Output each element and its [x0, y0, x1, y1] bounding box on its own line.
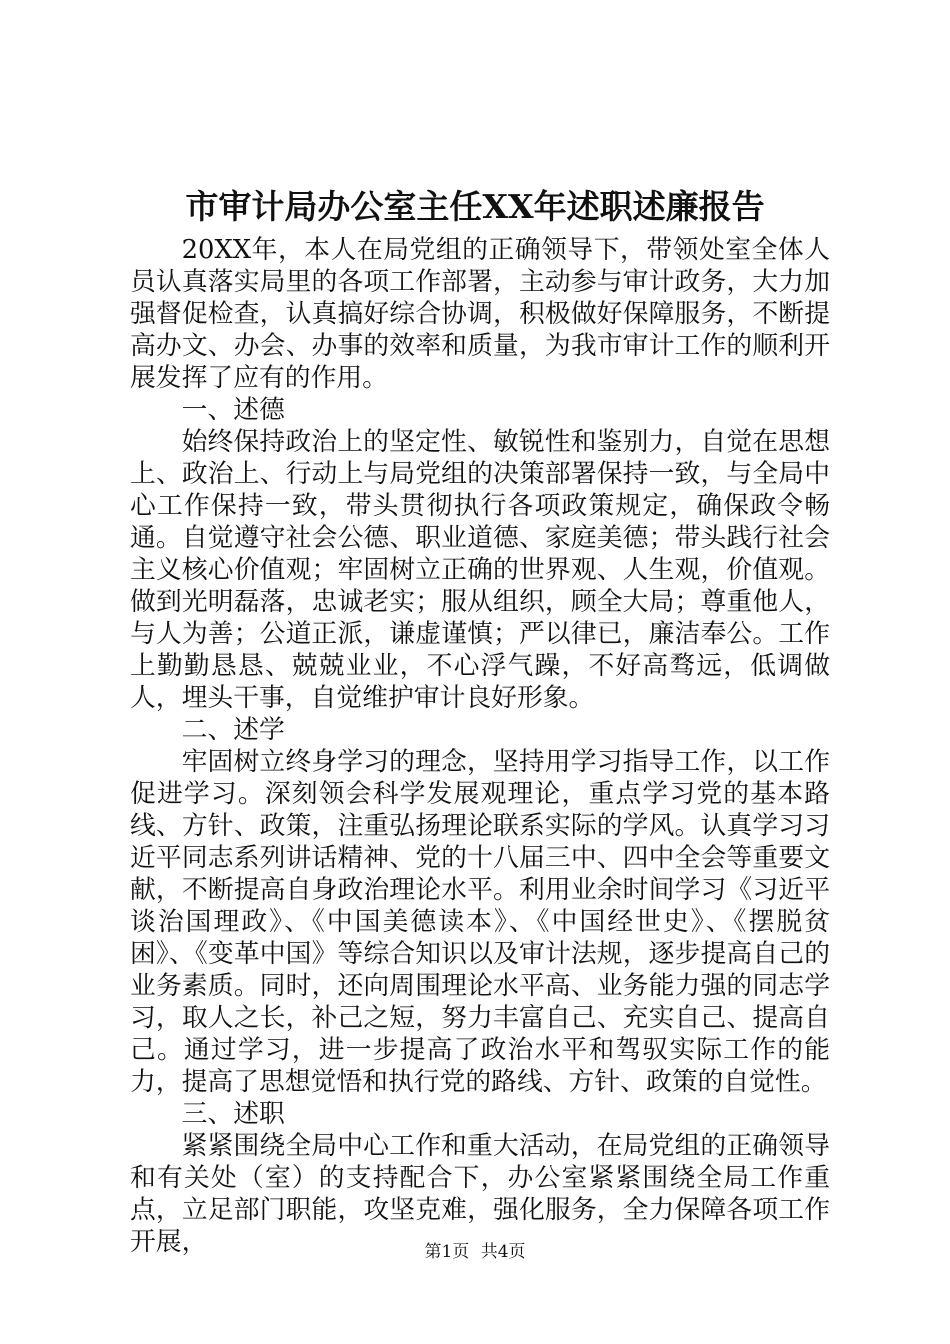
page-total: 共4页 [480, 1242, 526, 1262]
intro-paragraph: 20XX年，本人在局党组的正确领导下，带领处室全体人员认真落实局里的各项工作部署，主动参与审计政务，大力加强督促检查，认真搞好综合协调，积极做好保障服务，不断提高办文、办会、办事的效率和质量，为我市审计工作的顺利开展发挥了应有的作用。 [130, 235, 830, 393]
morality-paragraph: 始终保持政治上的坚定性、敏锐性和鉴别力，自觉在思想上、政治上、行动上与局党组的决策部署保持一致，与全局中心工作保持一致，带头贯彻执行各项政策规定，确保政令畅通。自觉遵守社会公德、职业道德、家庭美德；带头践行社会主义核心价值观；牢固树立正确的世界观、人生观，价值观。做到光明磊落，忠诚老实；服从组织，顾全大局；尊重他人，与人为善；公道正派，谦虚谨慎；严以律已，廉洁奉公。工作上勤勤恳恳、兢兢业业，不心浮气躁，不好高骛远，低调做人，埋头干事，自觉维护审计良好形象。 [130, 427, 830, 713]
study-paragraph: 牢固树立终身学习的理念，坚持用学习指导工作，以工作促进学习。深刻领会科学发展观理论，重点学习党的基本路线、方针、政策，注重弘扬理论联系实际的学风。认真学习习近平同志系列讲话精神、党的十八届三中、四中全会等重要文献，不断提高自身政治理论水平。利用业余时间学习《习近平谈治国理政》、《中国美德读本》、《中国经世史》、《摆脱贫困》、《变革中国》等综合知识以及审计法规，逐步提高自己的业务素质。同时，还向周围理论水平高、业务能力强的同志学习，取人之长，补己之短，努力丰富自己、充实自己、提高自己。通过学习，进一步提高了政治水平和驾驭实际工作的能力，提高了思想觉悟和执行党的路线、方针、政策的自觉性。 [130, 747, 830, 1097]
section-heading-morality: 一、述德 [181, 395, 285, 425]
page-number: 第1页 [424, 1242, 470, 1262]
document-body [130, 234, 830, 1258]
document-title: 市审计局办公室主任XX年述职述廉报告 [185, 187, 765, 226]
page-footer [0, 1241, 950, 1263]
duty-paragraph: 紧紧围绕全局中心工作和重大活动，在局党组的正确领导和有关处（室）的支持配合下，办公室紧紧围绕全局工作重点，立足部门职能，攻坚克难，强化服务，全力保障各项工作开展， [130, 1131, 830, 1257]
section-heading-duty: 三、述职 [181, 1099, 285, 1129]
section-heading-study: 二、述学 [181, 715, 285, 745]
